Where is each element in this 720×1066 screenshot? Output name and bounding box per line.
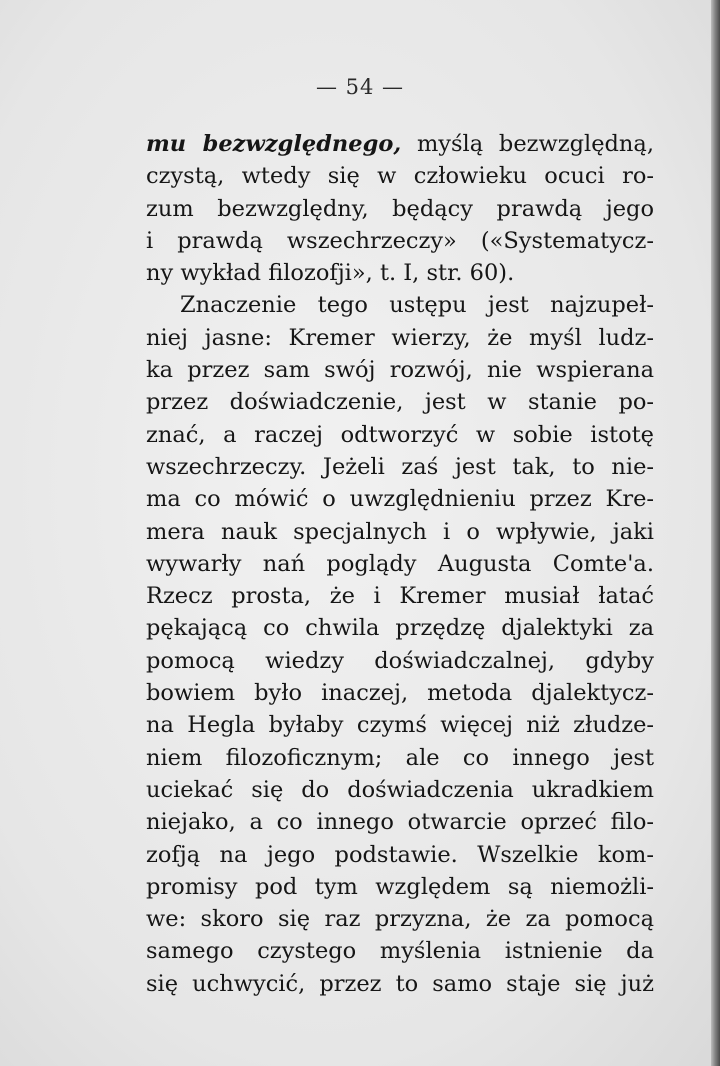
text-line: zum bezwzględny, będący prawdą jego xyxy=(146,195,654,222)
text-line: ny wykład filozofji», t. I, str. 60). xyxy=(146,260,515,287)
text-line: samego czystego myślenia istnienie da xyxy=(146,938,654,965)
text-line: znać, a raczej odtworzyć w sobie istotę xyxy=(146,421,654,448)
text-line: ka przez sam swój rozwój, nie wspierana xyxy=(146,357,654,384)
text-line: pękającą co chwila przędzę djalektyki za xyxy=(146,615,654,642)
text-line: Rzecz prosta, że i Kremer musiał łatać xyxy=(146,583,654,610)
text-line: we: skoro się raz przyzna, że za pomocą xyxy=(146,906,654,933)
page-number: — 54 — xyxy=(315,75,405,99)
text-line: niej jasne: Kremer wierzy, że myśl ludz- xyxy=(146,324,654,351)
text-line xyxy=(146,128,654,160)
text-line: ma co mówić o uwzględnieniu przez Kre- xyxy=(146,486,654,513)
text-line: bowiem było inaczej, metoda djalektycz- xyxy=(146,680,654,707)
text-line: uciekać się do doświadczenia ukradkiem xyxy=(146,776,654,803)
line-text: myślą bezwzględną, xyxy=(401,131,654,157)
page-edge-shadow xyxy=(711,0,720,1066)
text-line: i prawdą wszechrzeczy» («Systematycz- xyxy=(146,227,654,254)
text-line: Znaczenie tego ustępu jest najzupeł- xyxy=(180,292,654,319)
text-line: pomocą wiedzy doświadczalnej, gdyby xyxy=(146,647,654,674)
italic-phrase: mu bezwzględnego, xyxy=(146,131,402,157)
text-line: na Hegla byłaby czymś więcej niż złudze- xyxy=(146,712,654,739)
text-line: czystą, wtedy się w człowieku ocuci ro- xyxy=(146,163,654,190)
text-line: zofją na jego podstawie. Wszelkie kom- xyxy=(146,841,654,868)
text-line: przez doświadczenie, jest w stanie po- xyxy=(146,389,654,416)
text-line: niejako, a co innego otwarcie oprzeć filo- xyxy=(146,809,654,836)
text-line: wszechrzeczy. Jeżeli zaś jest tak, to nie- xyxy=(146,453,654,480)
text-line: się uchwycić, przez to samo staje się już xyxy=(146,970,654,997)
body-text xyxy=(146,128,654,1000)
text-line: wywarły nań poglądy Augusta Comte'a. xyxy=(146,550,654,577)
text-line: niem filozoficznym; ale co innego jest xyxy=(146,744,654,771)
text-line: promisy pod tym względem są niemożli- xyxy=(146,873,654,900)
text-line: mera nauk specjalnych i o wpływie, jaki xyxy=(146,518,654,545)
